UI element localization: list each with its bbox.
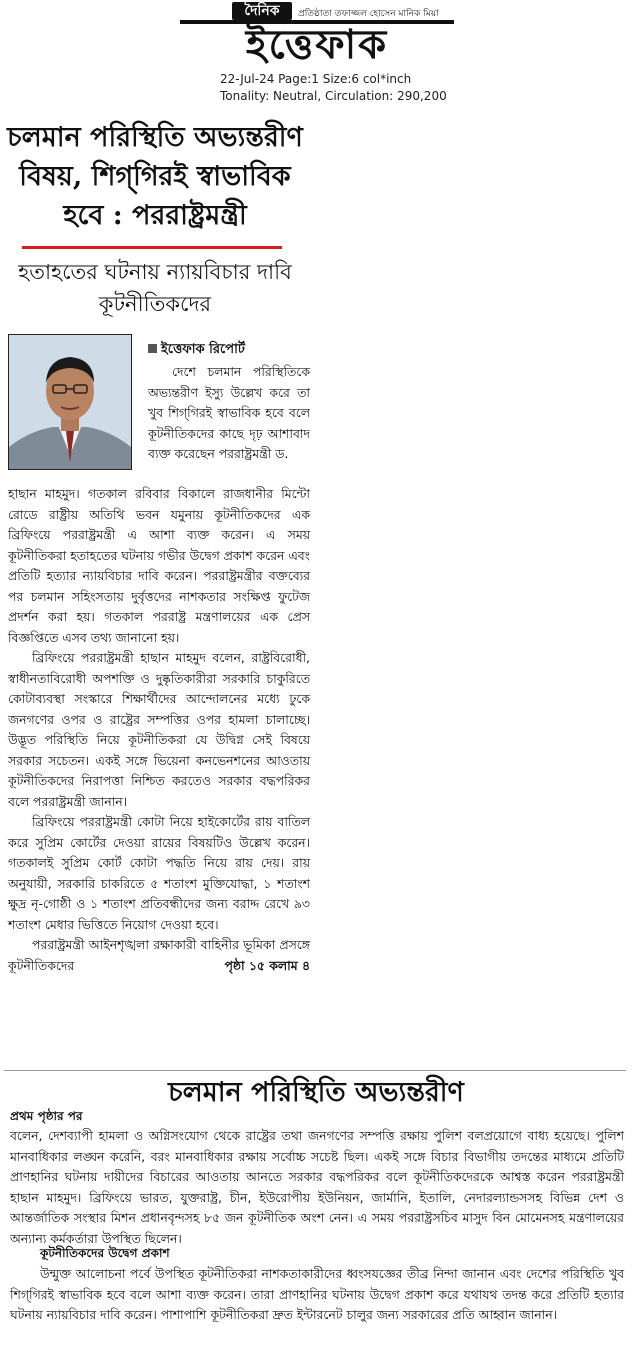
headline-rule — [22, 246, 282, 249]
subheadline: হতাহতের ঘটনায় ন্যায়বিচার দাবি কূটনীতিকদের — [18, 260, 292, 316]
clipping-meta-line2: Tonality: Neutral, Circulation: 290,200 — [220, 89, 447, 103]
headline: চলমান পরিস্থিতি অভ্যন্তরীণ বিষয়, শিগ্‌গিরই স্বাভাবিক হবে : পররাষ্ট্রমন্ত্রী — [7, 122, 303, 231]
portrait-photo — [8, 334, 132, 470]
report-byline — [148, 340, 245, 361]
section-divider — [4, 1070, 626, 1071]
article-paragraph: ব্রিফিংয়ে পররাষ্ট্রমন্ত্রী কোটা নিয়ে হাইকোর্টের রায় বাতিল করে সুপ্রিম কোর্টের দেওয়া রায়ের বিষয়টিও উল্লেখ করেন। গতকালই সুপ্রিম কোর্ট কোটা পদ্ধতি নিয়ে রায় দেয়। রায় অনুযায়ী, সরকারি চাকরিতে ৫ শতাংশ মুক্তিযোদ্ধা, ১ শতাংশ ক্ষুদ্র নৃ-গোষ্ঠী ও ১ শতাংশ প্রতিবন্ধীদের জন্য বরাদ্দ রেখে ৯৩ শতাংশ মেধার ভিত্তিতে নিয়োগ দেওয়া হবে। — [8, 814, 310, 932]
report-byline-text: ইত্তেফাক রিপোর্ট — [161, 342, 245, 357]
article-column-narrow — [148, 362, 310, 465]
masthead-founder-line: প্রতিষ্ঠাতা তফাজ্জল হোসেন মানিক মিয়া — [298, 9, 439, 19]
continuation-paragraph: বলেন, দেশব্যাপী হামলা ও অগ্নিসংযোগ থেকে রাষ্ট্রের তথা জনগণের সম্পত্তি রক্ষায় পুলিশ বলপ্রয়োগে বাধ্য হয়েছে। পুলিশ মানবাধিকার লঙ্ঘন করেনি, বরং মানবাধিকার রক্ষায় সর্বোচ্চ সচেষ্ট ছিল। একই সঙ্গে বিচার বিভাগীয় তদন্তের মাধ্যমে প্রতিটি প্রাণহানির ঘটনায় দায়ীদের বিচারের আওতায় আনতে সরকার বদ্ধপরিকর বলে কূটনীতিকদেরকে আশ্বস্ত করেন পররাষ্ট্রমন্ত্রী হাছান মাহমুদ। ব্রিফিংয়ে ভারত, যুক্তরাষ্ট্র, চীন, ইউরোপীয় ইউনিয়ন, জার্মানি, ইতালি, নেদারল্যান্ডসসহ বিভিন্ন দেশ ও আন্তর্জাতিক সংস্থার মিশন প্রধানবৃন্দসহ ৮৫ জন কূটনীতিক অংশ নেন। এ সময় পররাষ্ট্রসচিব মাসুদ বিন মোমেনসহ মন্ত্রণালয়ের অন্যান্য কর্মকর্তারা উপস্থিত ছিলেন। — [10, 1128, 624, 1246]
newspaper-logo: ইত্তেফাক — [180, 20, 454, 66]
article-paragraph: দেশে চলমান পরিস্থিতিকে অভ্যন্তরীণ ইস্যু উল্লেখ করে তা খুব শিগ্‌গিরই স্বাভাবিক হবে বলে কূটনীতিকদের কাছে দৃঢ় আশাবাদ ব্যক্ত করেছেন পররাষ্ট্রমন্ত্রী ড. — [148, 364, 310, 461]
masthead-small-label: দৈনিক — [232, 2, 292, 20]
article-paragraph: হাছান মাহমুদ। গতকাল রবিবার বিকালে রাজধানীর মিন্টো রোডে রাষ্ট্রীয় অতিথি ভবন যমুনায় কূটনীতিকদের এক ব্রিফিংয়ে পররাষ্ট্রমন্ত্রী এ আশা ব্যক্ত করেন। এ সময় কূটনীতিকরা হতাহতের ঘটনায় গভীর উদ্বেগ প্রকাশ করেন এবং প্রতিটি হত্যার ন্যায়বিচার দাবি করেন। পররাষ্ট্রমন্ত্রীর বক্তব্যের পর চলমান সহিংসতায় দুর্বৃত্তদের নাশকতার সংক্ষিপ্ত ফুটেজ প্রদর্শন করা হয়। গতকাল পররাষ্ট্র মন্ত্রণালয়ের এক প্রেস বিজ্ঞপ্তিতে এসব তথ্য জানানো হয়। — [8, 486, 310, 645]
article-paragraph-last — [8, 935, 310, 976]
continuation-title: চলমান পরিস্থিতি অভ্যন্তরীণ — [168, 1077, 464, 1108]
square-bullet-icon — [148, 344, 157, 353]
article-paragraph-text: পররাষ্ট্রমন্ত্রী আইনশৃঙ্খলা রক্ষাকারী বাহিনীর ভূমিকা প্রসঙ্গে কূটনীতিকদের — [8, 937, 310, 973]
continuation-subheading: কূটনীতিকদের উদ্বেগ প্রকাশ — [40, 1246, 170, 1260]
continuation-label: প্রথম পৃষ্ঠার পর — [10, 1109, 83, 1123]
article-paragraph: ব্রিফিংয়ে পররাষ্ট্রমন্ত্রী হাছান মাহমুদ বলেন, রাষ্ট্রবিরোধী, স্বাধীনতাবিরোধী অপশক্তি ও দুষ্কৃতিকারীরা সরকারি চাকুরিতে কোটাব্যবস্থা সংস্কারে শিক্ষার্থীদের আন্দোলনের মধ্যে ঢুকে জনগণের ওপর ও রাষ্ট্রের সম্পত্তির ওপর হামলা চালাচ্ছে। উদ্ভূত পরিস্থিতি নিয়ে কূটনীতিকরা যে উদ্বিগ্ন সেই বিষয়ে সরকার সচেতন। একই সঙ্গে ভিয়েনা কনভেনশনের আওতায় কূটনীতিকদের নিরাপত্তা নিশ্চিত করতেও সরকার বদ্ধপরিকর বলে পররাষ্ট্রমন্ত্রী জানান। — [8, 650, 310, 809]
portrait-photo-icon — [9, 335, 131, 469]
continuation-paragraph: উন্মুক্ত আলোচনা পর্বে উপস্থিত কূটনীতিকরা নাশকতাকারীদের ধ্বংসযজ্ঞের তীব্র নিন্দা জানান এবং দেশের পরিস্থিতি খুব শিগ্‌গিরই স্বাভাবিক হবে বলে আশা ব্যক্ত করেন। তারা প্রাণহানির ঘটনায় উদ্বেগ প্রকাশ করে যথাযথ তদন্ত করে প্রতিটি হত্যার ঘটনায় ন্যায়বিচার দাবি করেন। পাশাপাশি কূটনীতিকরা দ্রুত ইন্টারনেট চালুর জন্য সরকারের প্রতি আহ্বান জানান। — [10, 1266, 624, 1322]
clipping-meta-line1: 22-Jul-24 Page:1 Size:6 col*inch — [220, 72, 412, 86]
masthead — [0, 0, 632, 110]
article-column-full — [8, 484, 310, 976]
jump-reference: পৃষ্ঠা ১৫ কলাম ৪ — [224, 957, 310, 973]
